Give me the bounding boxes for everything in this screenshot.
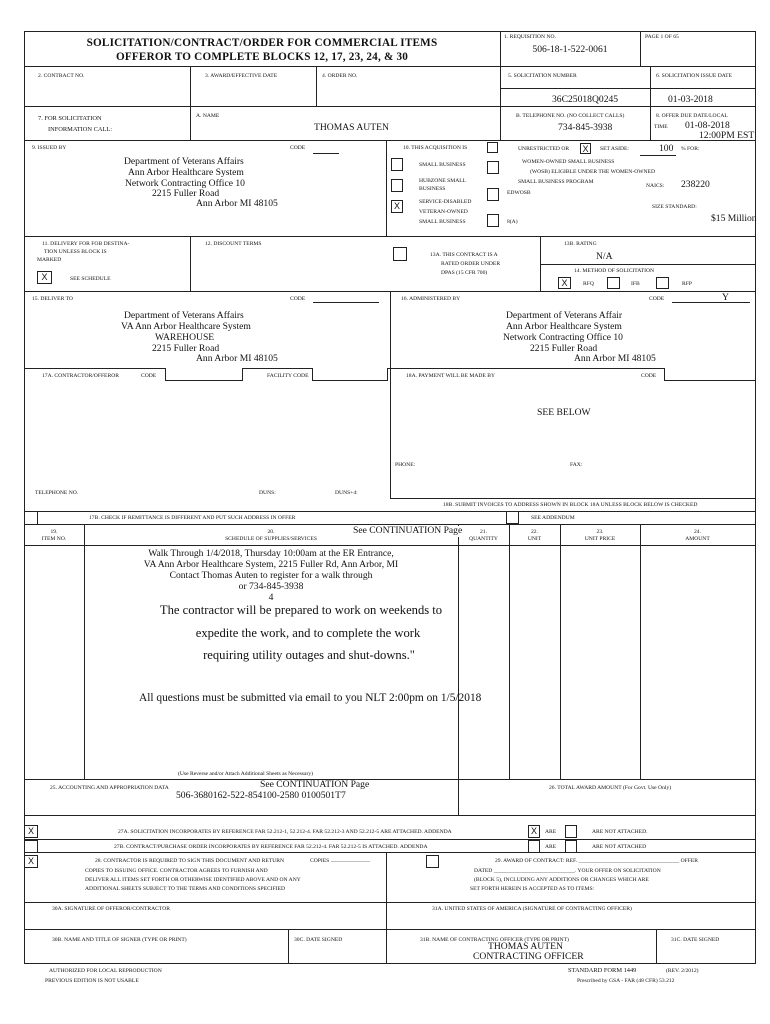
solicitation-number-value[interactable]: 36C25018Q0245 (552, 94, 619, 105)
contracting-officer-title: CONTRACTING OFFICER (473, 951, 584, 962)
duns4-label: DUNS+4: (335, 490, 358, 496)
issued-by-line3: Network Contracting Office 10 (125, 178, 245, 189)
small-business-checkbox[interactable] (391, 158, 403, 171)
sdvosb-checkbox[interactable]: X (391, 200, 403, 213)
issued-by-line2: Ann Arbor Healthcare System (128, 167, 244, 178)
delivery-fob-label-3: MARKED (37, 257, 62, 263)
footer-form-number: STANDARD FORM 1449 (568, 967, 637, 974)
col-quantity-label: QUANTITY (469, 536, 498, 542)
sdvosb-label-1: SERVICE-DISABLED (419, 199, 472, 205)
naics-value[interactable]: 238220 (681, 179, 710, 190)
rfq-checkbox[interactable]: X (558, 277, 571, 289)
issued-by-line1: Department of Veterans Affairs (124, 156, 244, 167)
small-business-label: SMALL BUSINESS (419, 162, 466, 168)
offer-due-time-label: TIME (654, 124, 668, 130)
addenda-27b-are-label: ARE (545, 844, 557, 850)
addenda-are-checkbox[interactable]: X (528, 825, 540, 838)
contact-name-label: A. NAME (196, 113, 220, 119)
contractor-sign-blank[interactable]: ______________ (331, 857, 371, 863)
usa-signature-label: 31A. UNITED STATES OF AMERICA (SIGNATURE OF CONTRACTING OFFICER) (432, 906, 632, 912)
offer-due-label: 8. OFFER DUE DATE/LOCAL (656, 113, 728, 119)
sdvosb-label-2: VETERAN-OWNED (419, 209, 468, 215)
addenda-are-not-checkbox[interactable] (565, 825, 577, 838)
see-below-text: SEE BELOW (537, 407, 591, 418)
facility-code-field[interactable] (312, 368, 388, 381)
edwosb-label: EDWOSB (507, 190, 531, 196)
footer-revision: (REV. 2/2012) (666, 968, 699, 974)
see-addendum-label: SEE ADDENDUM (531, 515, 575, 521)
hubzone-checkbox[interactable] (391, 179, 403, 192)
delivery-fob-label-1: 11. DELIVERY FOR FOB DESTINA- (42, 241, 130, 247)
offeror-signature-label: 30A. SIGNATURE OF OFFEROR/CONTRACTOR (52, 906, 171, 912)
signer-name-label: 30B. NAME AND TITLE OF SIGNER (TYPE OR PRINT) (52, 937, 187, 943)
discount-terms-label: 12. DISCOUNT TERMS (205, 241, 262, 247)
fax-label: FAX: (570, 462, 583, 468)
award-date-label: 3. AWARD/EFFECTIVE DATE (205, 73, 278, 79)
rfp-checkbox[interactable] (656, 277, 669, 289)
col-schedule-num: 20. (267, 529, 275, 535)
delivery-fob-label-2: TION UNLESS BLOCK IS (44, 249, 107, 255)
award-line3: (BLOCK 5), INCLUDING ANY ADDITIONS OR CHANGES WHICH ARE (474, 877, 649, 883)
deliver-to-line1: Department of Veterans Affairs (124, 310, 244, 321)
contractor-code-label: CODE (141, 373, 157, 379)
administered-by-line4: 2215 Fuller Road (530, 343, 598, 354)
rating-label: 13B. RATING (564, 241, 597, 247)
incorporate-27a-label: 27A. SOLICITATION INCORPORATES BY REFERENCE FAR 52.212-1, 52.212-4. FAR 52.212-3 AND 52.212-5 ARE ATTACHED. ADDENDA (118, 829, 452, 835)
phone-label: PHONE: (395, 462, 416, 468)
award-line1: 29. AWARD OF CONTRACT: REF. ____________________________________ OFFER (495, 858, 699, 864)
issued-by-label: 9. ISSUED BY (32, 145, 67, 151)
administered-by-label: 16. ADMINISTERED BY (401, 296, 461, 302)
col-unit-price-label: UNIT PRICE (584, 536, 616, 542)
questions-deadline: All questions must be submitted via email to you NLT 2:00pm on 1/5/2018 (139, 692, 482, 704)
rfq-label: RFQ (583, 281, 594, 287)
telephone-no-label: TELEPHONE NO. (35, 490, 79, 496)
eight-a-label: 8(A) (507, 219, 518, 225)
requisition-value[interactable]: 506-18-1-522-0061 (532, 44, 608, 55)
set-aside-label: SET ASIDE: (600, 146, 629, 152)
contractor-sign-line2: COPIES TO ISSUING OFFICE. CONTRACTOR AGREES TO FURNISH AND (85, 868, 268, 874)
offeror-date-label: 30C. DATE SIGNED (294, 937, 343, 943)
edwosb-checkbox[interactable] (487, 188, 499, 201)
ifb-checkbox[interactable] (607, 277, 620, 289)
administered-by-code-label: CODE (649, 296, 665, 302)
deliver-to-label: 15. DELIVER TO (32, 296, 73, 302)
unrestricted-label: UNRESTRICTED OR (518, 146, 570, 152)
form-title-line2: OFFEROR TO COMPLETE BLOCKS 12, 17, 23, 24, & 30 (115, 51, 409, 63)
submit-invoices-label: 18B. SUBMIT INVOICES TO ADDRESS SHOWN IN BLOCK 18A UNLESS BLOCK BELOW IS CHECKED (443, 502, 698, 508)
contractor-code-field[interactable] (165, 368, 243, 381)
solicitation-method-label: 14. METHOD OF SOLICITATION (574, 268, 655, 274)
col-item-no-label: ITEM NO. (41, 536, 67, 542)
deliver-to-code-label: CODE (290, 296, 306, 302)
info-call-label-2: INFORMATION CALL: (48, 126, 113, 133)
facility-code-label: FACILITY CODE (267, 373, 309, 379)
contractor-sign-line1: 28. CONTRACTOR IS REQUIRED TO SIGN THIS DOCUMENT AND RETURN (95, 858, 285, 864)
award-line2: DATED _____________________________. YOUR OFFER ON SOLICITATION (474, 868, 661, 874)
requisition-label: 1. REQUISITION NO. (504, 34, 556, 40)
offer-due-time[interactable]: 12:00PM EST (699, 130, 755, 141)
issued-by-line5: Ann Arbor MI 48105 (196, 198, 278, 209)
weekend-work-line2: expedite the work, and to complete the work (195, 626, 421, 640)
incorporate-27b-checkbox[interactable] (24, 840, 38, 853)
payment-code-label: CODE (641, 373, 657, 379)
rated-order-label-2: RATED ORDER UNDER (441, 261, 501, 267)
col-unit-price-num: 23. (596, 529, 604, 535)
addenda-are-not-label: ARE NOT ATTACHED. (592, 829, 648, 835)
acquisition-label: 10. THIS ACQUISITION IS (403, 145, 468, 151)
col-amount-num: 24. (694, 529, 701, 535)
see-addendum-checkbox[interactable] (506, 511, 519, 524)
ifb-label: IFB (631, 281, 640, 287)
deliver-to-line5: Ann Arbor MI 48105 (196, 353, 278, 364)
contact-name-value[interactable]: THOMAS AUTEN (314, 122, 389, 133)
administered-by-line5: Ann Arbor MI 48105 (574, 353, 656, 364)
walk-through-line5: 4 (268, 592, 274, 603)
walk-through-line4: or 734-845-3938 (238, 581, 304, 592)
incorporate-27b-label: 27B. CONTRACT/PURCHASE ORDER INCORPORATES BY REFERENCE FAR 52.212-4. FAR 52.212-5 IS ATTACHED. ADDENDA (114, 844, 428, 850)
administered-by-code-value[interactable]: Y (722, 292, 729, 303)
contractor-sign-copies: COPIES (310, 858, 330, 864)
accounting-label: 25. ACCOUNTING AND APPROPRIATION DATA (50, 785, 169, 791)
addenda-27b-are-checkbox[interactable] (528, 840, 540, 853)
rated-order-label-3: DPAS (15 CFR 700) (441, 270, 488, 276)
weekend-work-line1: The contractor will be prepared to work on weekends to (159, 603, 443, 617)
footer-previous-edition: PREVIOUS EDITION IS NOT USABLE (45, 978, 139, 984)
issue-date-label: 6. SOLICITATION ISSUE DATE (656, 73, 732, 79)
continuation-note: See CONTINUATION Page (353, 525, 463, 536)
set-aside-checkbox[interactable]: X (580, 143, 591, 154)
award-checkbox[interactable] (426, 855, 439, 868)
see-schedule-checkbox[interactable]: X (37, 271, 52, 284)
award-line4: SET FORTH HEREIN IS ACCEPTED AS TO ITEMS: (470, 886, 595, 892)
remittance-label: 17B. CHECK IF REMITTANCE IS DIFFERENT AND PUT SUCH ADDRESS IN OFFER (89, 515, 296, 521)
addenda-27b-are-not-checkbox[interactable] (565, 840, 577, 853)
col-schedule-label: SCHEDULE OF SUPPLIES/SERVICES (225, 536, 317, 542)
contracting-officer-name[interactable]: THOMAS AUTEN (488, 941, 563, 952)
issued-by-code-label: CODE (290, 145, 306, 151)
administered-by-line1: Department of Veterans Affair (506, 310, 623, 321)
page-count: PAGE 1 OF 65 (645, 34, 679, 40)
wosb-label-3: SMALL BUSINESS PROGRAM (518, 179, 594, 185)
issue-date-value[interactable]: 01-03-2018 (668, 94, 713, 105)
officer-date-label: 31C. DATE SIGNED (671, 937, 720, 943)
col-amount-label: AMOUNT (685, 536, 710, 542)
naics-label: NAICS: (646, 183, 665, 189)
contractor-sign-line3: DELIVER ALL ITEMS SET FORTH OR OTHERWISE IDENTIFIED ABOVE AND ON ANY (85, 877, 301, 883)
sdvosb-label-3: SMALL BUSINESS (419, 219, 466, 225)
footer-prescribed: Prescribed by GSA - FAR (48 CFR) 53.212 (577, 978, 675, 984)
reverse-note: (Use Reverse and/or Attach Additional Sheets as Necessary) (178, 771, 313, 777)
incorporate-27a-checkbox[interactable]: X (24, 825, 38, 838)
offer-due-date[interactable]: 01-08-2018 (685, 120, 730, 131)
hubzone-label-1: HUBZONE SMALL (419, 178, 467, 184)
eight-a-checkbox[interactable] (487, 214, 499, 227)
payment-code-field[interactable] (664, 368, 755, 381)
accounting-continuation: See CONTINUATION Page (260, 779, 370, 790)
walk-through-line1: Walk Through 1/4/2018, Thursday 10:00am at the ER Entrance, (148, 548, 394, 559)
hubzone-label-2: BUSINESS (419, 186, 446, 192)
solicitation-number-label: 5. SOLICITATION NUMBER (508, 73, 577, 79)
issued-by-line4: 2215 Fuller Road (152, 188, 220, 199)
contracting-officer-name-label: 31B. NAME OF CONTRACTING OFFICER (TYPE OR PRINT) (420, 937, 569, 943)
contractor-sign-line4: ADDITIONAL SHEETS SUBJECT TO THE TERMS AND CONDITIONS SPECIFIED (85, 886, 286, 892)
rated-order-checkbox[interactable] (393, 247, 407, 261)
duns-label: DUNS: (259, 490, 276, 496)
footer-reproduction: AUTHORIZED FOR LOCAL REPRODUCTION (49, 968, 162, 974)
order-no-label: 4. ORDER NO. (322, 73, 358, 79)
see-schedule-label: SEE SCHEDULE (70, 276, 111, 282)
administered-by-line3: Network Contracting Office 10 (503, 332, 623, 343)
deliver-to-line2: VA Ann Arbor Healthcare System (121, 321, 251, 332)
telephone-label: B. TELEPHONE NO. (NO COLLECT CALLS) (516, 113, 625, 119)
size-standard-value[interactable]: $15 Million (711, 213, 757, 224)
addenda-are-label: ARE (545, 829, 557, 835)
set-aside-percent[interactable]: 100 (659, 143, 674, 154)
walk-through-line2: VA Ann Arbor Healthcare System, 2215 Fuller Rd, Ann Arbor, MI (143, 559, 399, 570)
rated-order-label-1: 13A. THIS CONTRACT IS A (430, 252, 498, 258)
payment-by-label: 18A. PAYMENT WILL BE MADE BY (406, 373, 495, 379)
col-unit-label: UNIT (527, 536, 542, 542)
addenda-27b-are-not-label: ARE NOT ATTACHED (592, 844, 647, 850)
contractor-sign-checkbox[interactable]: X (24, 855, 38, 868)
telephone-value[interactable]: 734-845-3938 (558, 122, 613, 133)
remittance-checkbox[interactable] (24, 511, 38, 525)
col-item-no-num: 19. (50, 529, 58, 535)
col-quantity-num: 21. (480, 529, 487, 535)
rating-value[interactable]: N/A (596, 251, 613, 262)
set-aside-for-label: % FOR: (681, 146, 700, 152)
form-title-line1: SOLICITATION/CONTRACT/ORDER FOR COMMERCIAL ITEMS (86, 37, 438, 49)
wosb-label-2: (WOSB) ELIGIBLE UNDER THE WOMEN-OWNED (530, 169, 656, 175)
info-call-label-1: 7. FOR SOLICITATION (38, 115, 102, 122)
unrestricted-checkbox[interactable] (487, 142, 498, 153)
deliver-to-line3: WAREHOUSE (155, 332, 215, 343)
weekend-work-line3: requiring utility outages and shut-downs." (203, 648, 415, 662)
contractor-label: 17A. CONTRACTOR/OFFEROR (42, 373, 119, 379)
contract-no-label: 2. CONTRACT NO. (38, 73, 85, 79)
deliver-to-line4: 2215 Fuller Road (152, 343, 220, 354)
total-award-label: 26. TOTAL AWARD AMOUNT (For Govt. Use Only) (549, 785, 672, 791)
rfp-label: RFP (682, 281, 692, 287)
accounting-value[interactable]: 506-3680162-522-854100-2580 0100501T7 (176, 790, 346, 801)
walk-through-line3: Contact Thomas Auten to register for a walk through (169, 570, 373, 581)
administered-by-line2: Ann Arbor Healthcare System (506, 321, 622, 332)
wosb-label-1: WOMEN-OWNED SMALL BUSINESS (522, 159, 615, 165)
size-standard-label: SIZE STANDARD: (652, 204, 697, 210)
col-unit-num: 22. (531, 529, 538, 535)
wosb-checkbox[interactable] (487, 161, 499, 174)
